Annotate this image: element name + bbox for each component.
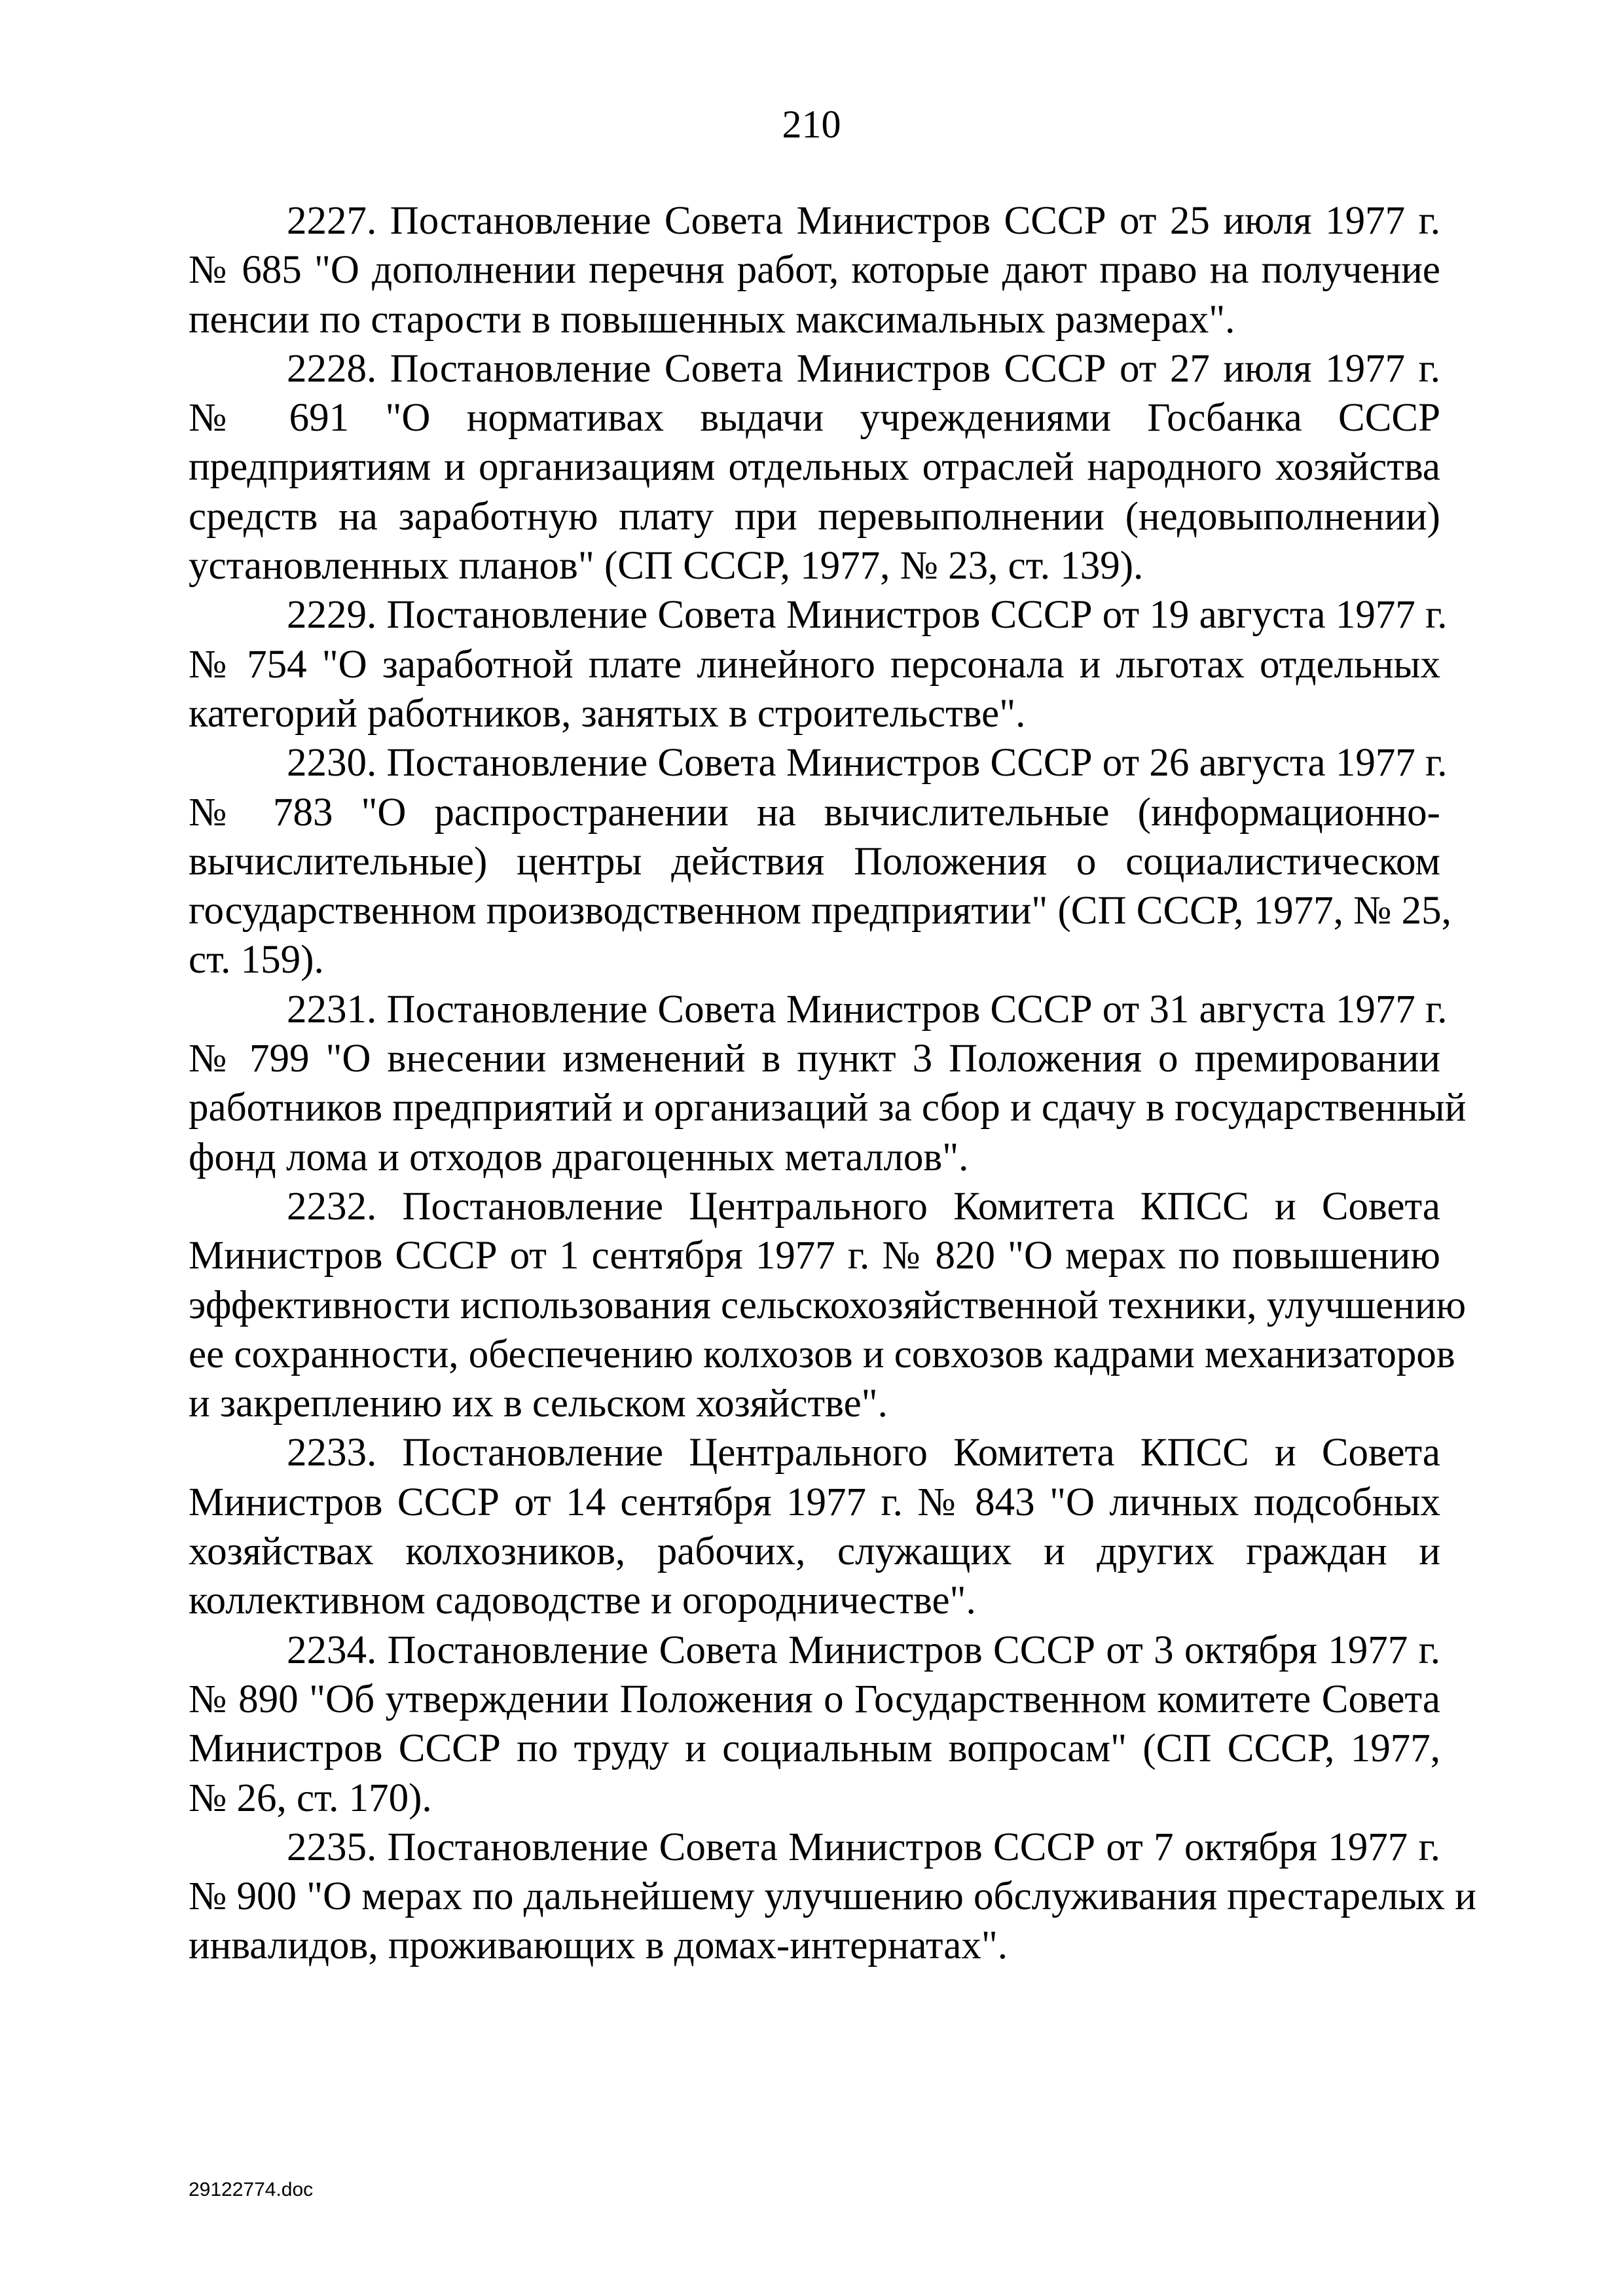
paragraph-entry bbox=[189, 1428, 1440, 1625]
paragraph-entry bbox=[189, 1182, 1467, 1428]
text-line: Министров СССР от 1 сентября 1977 г. № 820 "О мерах по повышению bbox=[189, 1234, 1440, 1278]
paragraph-entry bbox=[189, 985, 1467, 1182]
text-line: установленных планов" (СП СССР, 1977, № 23, ст. 139). bbox=[189, 544, 1144, 588]
text-line: 2235. Постановление Совета Министров СССР от 7 октября 1977 г. bbox=[287, 1825, 1440, 1869]
text-line: № 691 "О нормативах выдачи учреждениями Госбанка СССР bbox=[189, 396, 1440, 440]
text-line: коллективном садоводстве и огородничестве". bbox=[189, 1579, 976, 1623]
text-line: и закреплению их в сельском хозяйстве". bbox=[189, 1382, 888, 1426]
paragraph-entry bbox=[189, 1823, 1476, 1971]
paragraph-entry bbox=[189, 590, 1448, 738]
text-line: эффективности использования сельскохозяйственной техники, улучшению bbox=[189, 1283, 1467, 1327]
text-line: инвалидов, проживающих в домах-интернатах". bbox=[189, 1924, 1008, 1968]
text-line: ее сохранности, обеспечению колхозов и совхозов кадрами механизаторов bbox=[189, 1332, 1455, 1376]
text-line: вычислительные) центры действия Положения о социалистическом bbox=[189, 839, 1440, 884]
text-line: 2233. Постановление Центрального Комитета КПСС и Совета bbox=[287, 1431, 1440, 1475]
text-line: № 783 "О распространении на вычислительные (информационно- bbox=[189, 790, 1440, 834]
text-line: 2234. Постановление Совета Министров СССР от 3 октября 1977 г. bbox=[287, 1628, 1440, 1672]
document-body bbox=[189, 196, 1476, 1971]
paragraph-entry bbox=[189, 738, 1451, 984]
paragraph-entry bbox=[189, 344, 1440, 590]
text-line: Министров СССР от 14 сентября 1977 г. № 843 "О личных подсобных bbox=[189, 1480, 1440, 1524]
text-line: средств на заработную плату при перевыполнении (недовыполнении) bbox=[189, 494, 1440, 539]
text-line: № 890 "Об утверждении Положения о Государственном комитете Совета bbox=[189, 1677, 1440, 1721]
text-line: № 685 "О дополнении перечня работ, которые дают право на получение bbox=[189, 248, 1440, 293]
text-line: Министров СССР по труду и социальным вопросам" (СП СССР, 1977, bbox=[189, 1727, 1440, 1771]
text-line: категорий работников, занятых в строительстве". bbox=[189, 691, 1026, 736]
text-line: 2232. Постановление Центрального Комитета КПСС и Совета bbox=[287, 1184, 1440, 1229]
text-line: работников предприятий и организаций за сбор и сдачу в государственный bbox=[189, 1086, 1467, 1130]
text-line: 2227. Постановление Совета Министров СССР от 25 июля 1977 г. bbox=[287, 199, 1440, 243]
text-line: 2231. Постановление Совета Министров СССР от 31 августа 1977 г. bbox=[287, 987, 1448, 1031]
text-line: фонд лома и отходов драгоценных металлов". bbox=[189, 1135, 969, 1179]
text-line: хозяйствах колхозников, рабочих, служащих и других граждан и bbox=[189, 1530, 1440, 1574]
text-line: 2228. Постановление Совета Министров СССР от 27 июля 1977 г. bbox=[287, 346, 1440, 391]
text-line: 2229. Постановление Совета Министров СССР от 19 августа 1977 г. bbox=[287, 593, 1448, 637]
text-line: государственном производственном предприятии" (СП СССР, 1977, № 25, bbox=[189, 889, 1451, 933]
text-line: пенсии по старости в повышенных максимальных размерах". bbox=[189, 297, 1235, 342]
text-line: № 799 "О внесении изменений в пункт 3 Положения о премировании bbox=[189, 1037, 1440, 1081]
paragraph-entry bbox=[189, 196, 1440, 344]
text-line: 2230. Постановление Совета Министров СССР от 26 августа 1977 г. bbox=[287, 741, 1448, 785]
text-line: ст. 159). bbox=[189, 938, 324, 982]
paragraph-entry bbox=[189, 1626, 1440, 1823]
page-number: 210 bbox=[782, 103, 841, 146]
text-line: № 26, ст. 170). bbox=[189, 1776, 432, 1820]
text-line: № 900 "О мерах по дальнейшему улучшению обслуживания престарелых и bbox=[189, 1874, 1476, 1919]
text-line: предприятиям и организациям отдельных отраслей народного хозяйства bbox=[189, 445, 1440, 490]
text-line: № 754 "О заработной плате линейного персонала и льготах отдельных bbox=[189, 642, 1440, 687]
footer-filename: 29122774.doc bbox=[189, 2179, 314, 2200]
